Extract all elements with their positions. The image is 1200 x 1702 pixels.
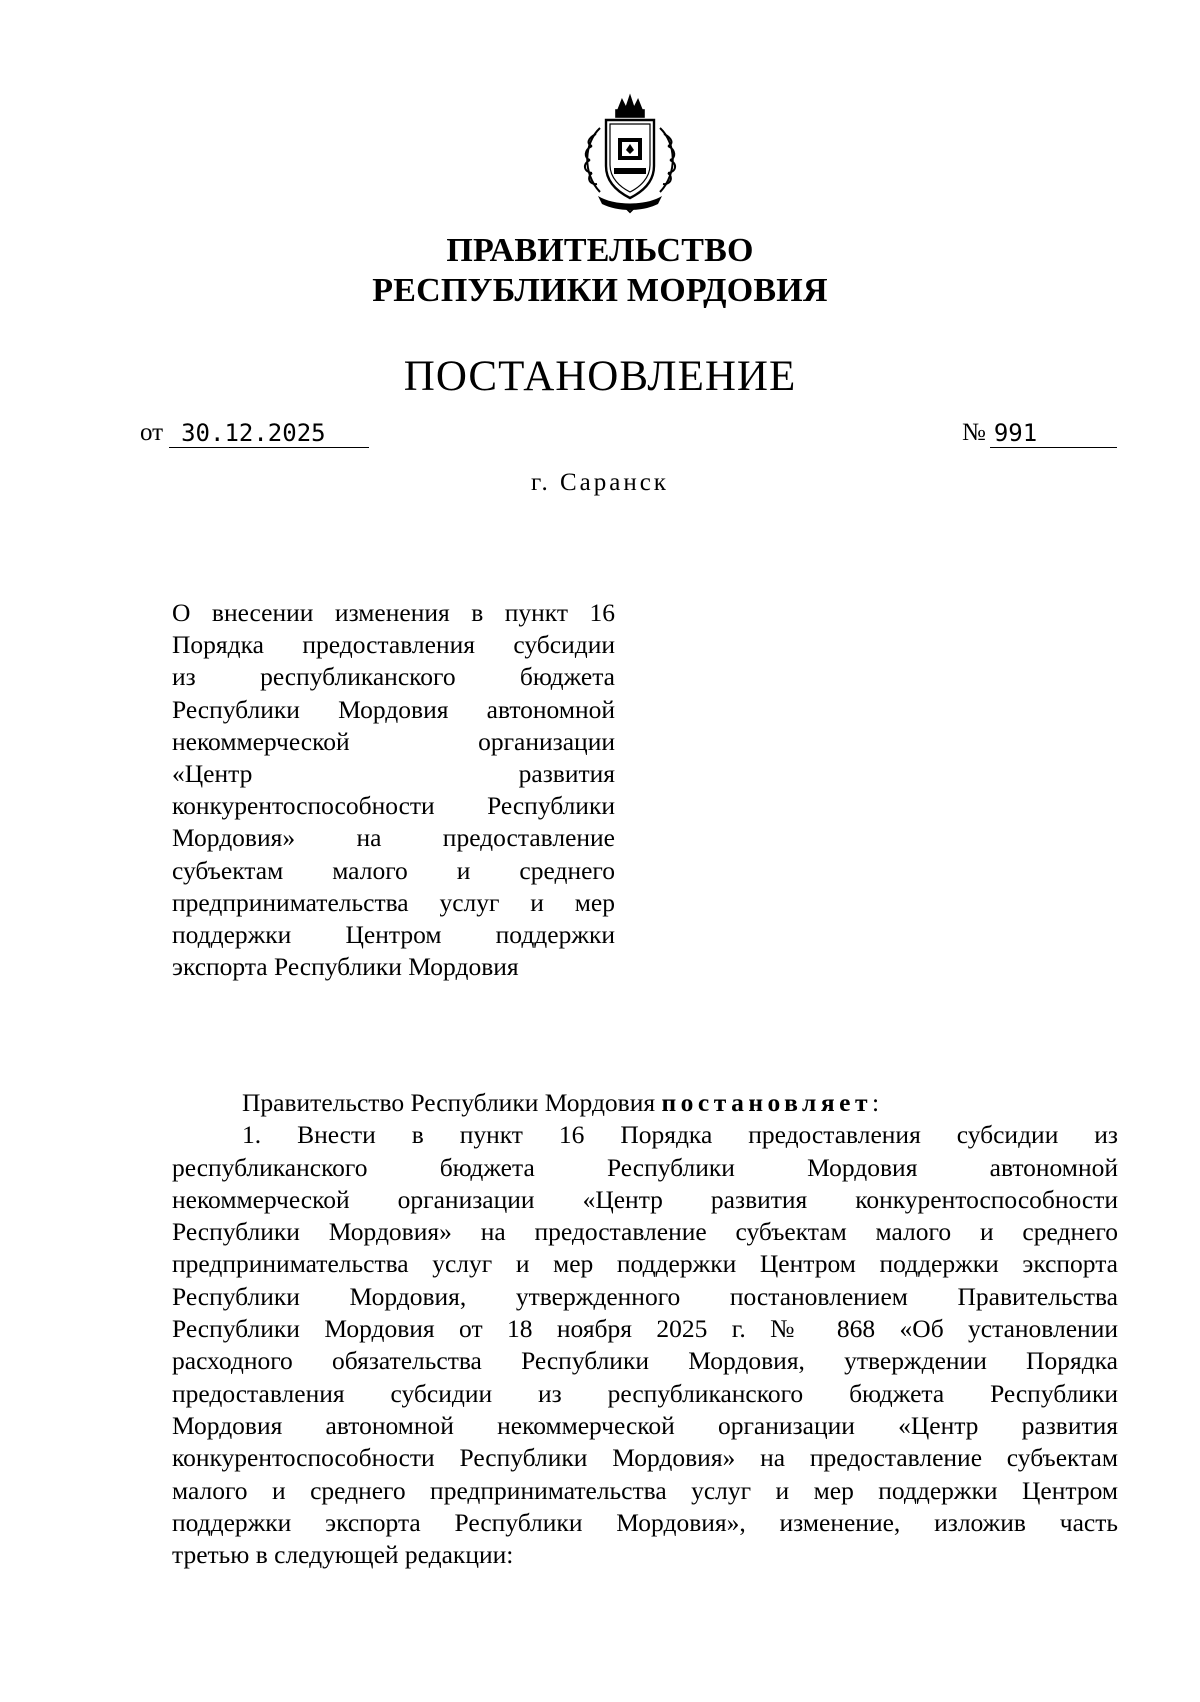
body-line: республиканского бюджета Республики Мордовия автономной: [172, 1152, 1118, 1182]
subject-line: О внесении изменения в пункт 16: [172, 598, 615, 627]
subject-line: предпринимательства услуг и мер: [172, 887, 615, 917]
subject-line: «Центр развития: [172, 758, 615, 788]
body-text: [172, 1087, 1118, 1571]
body-line: третью в следующей редакции:: [172, 1540, 514, 1570]
date-field: [140, 418, 369, 448]
body-line: конкурентоспособности Республики Мордовия» на предоставление субъектам: [172, 1443, 1118, 1473]
government-title-line1: ПРАВИТЕЛЬСТВО: [446, 232, 754, 269]
number-prefix: №: [962, 419, 986, 446]
body-line: некоммерческой организации «Центр развития конкурентоспособности: [172, 1184, 1118, 1214]
city-line: г. Саранск: [531, 469, 669, 496]
subject-line: Мордовия» на предоставление: [172, 823, 615, 853]
body-line: 1. Внести в пункт 16 Порядка предоставления субсидии из: [242, 1120, 1118, 1150]
subject-line: из республиканского бюджета: [172, 662, 615, 692]
date-value: 30.12.2025: [169, 419, 369, 448]
subject-line: Порядка предоставления субсидии: [172, 630, 615, 660]
document-type-title: ПОСТАНОВЛЕНИЕ: [403, 353, 797, 400]
body-line: предоставления субсидии из республиканского бюджета Республики: [172, 1378, 1118, 1408]
body-line: Мордовия автономной некоммерческой организации «Центр развития: [172, 1410, 1118, 1440]
body-line: малого и среднего предпринимательства услуг и мер поддержки Центром: [172, 1475, 1118, 1505]
body-line: предпринимательства услуг и мер поддержки Центром поддержки экспорта: [172, 1249, 1118, 1279]
intro-text: Правительство Республики Мордовия: [242, 1088, 662, 1117]
body-line: Республики Мордовия» на предоставление субъектам малого и среднего: [172, 1217, 1118, 1247]
coat-of-arms-emblem: [570, 88, 690, 218]
subject-line: поддержки Центром поддержки: [172, 919, 615, 949]
body-line: Республики Мордовия, утвержденного постановлением Правительства: [172, 1281, 1118, 1311]
subject-line: конкурентоспособности Республики: [172, 791, 615, 821]
subject-block: [172, 597, 615, 983]
resolution-intro: [172, 1087, 1118, 1119]
subject-line: Республики Мордовия автономной: [172, 694, 615, 724]
subject-line: некоммерческой организации: [172, 726, 615, 756]
intro-colon: :: [872, 1088, 880, 1117]
body-line: расходного обязательства Республики Мордовия, утверждении Порядка: [172, 1346, 1118, 1376]
number-value: 991: [990, 419, 1117, 448]
body-line: Республики Мордовия от 18 ноября 2025 г. № 868 «Об установлении: [172, 1314, 1118, 1344]
intro-keyword: постановляет: [661, 1088, 873, 1117]
government-title-line2: РЕСПУБЛИКИ МОРДОВИЯ: [372, 272, 828, 309]
body-line: поддержки экспорта Республики Мордовия», изменение, изложив часть: [172, 1507, 1118, 1537]
subject-line: субъектам малого и среднего: [172, 855, 615, 885]
subject-line: экспорта Республики Мордовия: [172, 952, 519, 982]
number-field: [962, 418, 1117, 448]
date-prefix: от: [140, 419, 164, 446]
